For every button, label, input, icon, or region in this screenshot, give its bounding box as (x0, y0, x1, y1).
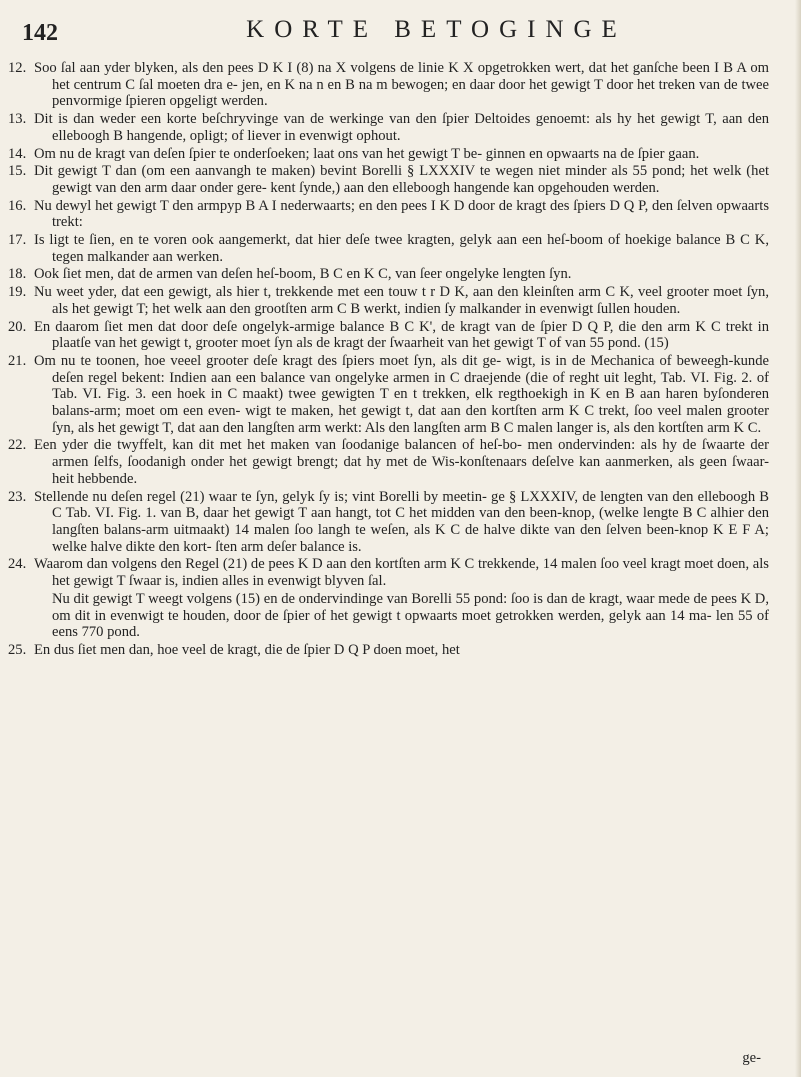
paragraph-text: Waarom dan volgens den Regel (21) de pees K D aan den kortſten arm K C trekkende, 14 malen ſoo veel kragt moet doen, als het gewigt T ſwaar is, indien alles in evenwigt blyven ſal. (34, 556, 769, 590)
paragraph-text: Nu weet yder, dat een gewigt, als hier t, trekkende met een touw t r D K, aan den kleinſten arm C K, veel grooter moet ſyn, als het gewigt T; het welk aan den grootſten arm C B werkt, indien ſy malkander in evenwigt ſullen houden. (34, 284, 769, 317)
paragraph: 15. Dit gewigt T dan (om een aanvangh te maken) bevint Borelli § LXXXIV te wegen niet minder als 55 pond; het welk (het gewigt van den arm daar onder gere- kent ſynde,) aan den elleboogh hangende kan opgehouden werden. (8, 163, 769, 196)
paragraph-text: Dit gewigt T dan (om een aanvangh te maken) bevint Borelli § LXXXIV te wegen niet minder als 55 pond; het welk (het gewigt van den arm daar onder gere- kent ſynde,) aan den elleboogh hangende kan opgehouden werden. (34, 163, 769, 196)
paragraph: 24. Waarom dan volgens den Regel (21) de pees K D aan den kortſten arm K C trekkende, 14 malen ſoo veel kragt moet doen, als het gewigt T ſwaar is, indien alles in evenwigt blyven ſal. (8, 556, 769, 590)
paragraph: 12. Soo ſal aan yder blyken, als den pees D K I (8) na X volgens de linie K X opgetrokken wert, dat het ganſche been I B A om het centrum C ſal moeten dra e- jen, en K na n en B na m bewogen; en daar door het gewigt T door het treken van de twee penvormige ſpieren opgeligt werden. (8, 60, 769, 110)
paragraph: 22. Een yder die twyffelt, kan dit met het maken van ſoodanige balancen of heſ-bo- men ondervinden: als hy de ſwaarte der armen ſelfs, ſoodanigh onder het gewigt brengt; dat hy met de Wis-konſtenaars deſelve kan aanmerken, als geen ſwaar- heit hebbende. (8, 437, 769, 487)
paragraph: 13. Dit is dan weder een korte beſchryvinge van de werkinge van den ſpier Deltoides genoemt: als hy het gewigt T, aan den elleboogh B hangende, opligt; of liever in evenwigt ophout. (8, 111, 769, 144)
paragraph: 14. Om nu de kragt van deſen ſpier te onderſoeken; laat ons van het gewigt T be- ginnen en opwaarts na de ſpier gaan. (8, 145, 700, 162)
running-head (22, 14, 771, 48)
paragraph-text: Dit is dan weder een korte beſchryvinge van de werkinge van den ſpier Deltoides genoemt: als hy het gewigt T, aan den elleboogh B hangende, opligt; of liever in evenwigt ophout. (34, 111, 769, 144)
paragraph (30, 591, 769, 641)
page-edge-shadow (795, 0, 801, 1077)
paragraph-text: Is ligt te ſien, en te voren ook aangemerkt, dat hier deſe twee kragten, gelyk aan een heſ-boom of hoekige balance B C K, tegen malkander aan werken. (34, 232, 769, 265)
paragraph-text: Ook ſiet men, dat de armen van deſen heſ-boom, B C en K C, van ſeer ongelyke lengten ſyn. (34, 266, 572, 283)
paragraph: 25. En dus ſiet men dan, hoe veel de kragt, die de ſpier D Q P doen moet, het (8, 641, 460, 658)
page-number: 142 (22, 20, 58, 46)
paragraph-text: Nu dewyl het gewigt T den armpyp B A I nederwaarts; en den pees I K D door de kragt des ſpiers D Q P, den ſelven opwaarts trekt: (34, 197, 769, 231)
paragraph: 18. Ook ſiet men, dat de armen van deſen heſ-boom, B C en K C, van ſeer ongelyke lengten ſyn. (8, 266, 572, 283)
paragraph-text: En dus ſiet men dan, hoe veel de kragt, die de ſpier D Q P doen moet, het (34, 641, 460, 658)
paragraph-text: Een yder die twyffelt, kan dit met het maken van ſoodanige balancen of heſ-bo- men ondervinden: als hy de ſwaarte der armen ſelfs, ſoodanigh onder het gewigt brengt; dat hy met de Wis-konſtenaars deſelve kan aanmerken, als geen ſwaar- heit hebbende. (34, 437, 769, 487)
body-text (8, 60, 769, 660)
paragraph: 16. Nu dewyl het gewigt T den armpyp B A I nederwaarts; en den pees I K D door de kragt des ſpiers D Q P, den ſelven opwaarts trekt: (8, 197, 769, 231)
paragraph: 21. Om nu te toonen, hoe veeel grooter deſe kragt des ſpiers moet ſyn, als dit ge- wigt, is in de Mechanica of beweegh-kunde deſen regel bekent: Indien aan een balance van ongelyke armen in C draejende (die of reght uit leght, Tab. VI. Fig. 2. of Tab. VI. Fig. 3. een hoek in C maakt) twee gewigten T en t trekken, elk regthoekigh in K en B aan haren byſonderen balans-arm; moet om een even- wigt te maken, het gewigt t, dat aan den kortſten arm K C trekt, ſoo veel malen grooter ſyn, als het gewigt T, dat aan den langſten arm werkt: Als den langſten arm B C malen langer is, als den kortſten arm K C. (8, 352, 769, 436)
header-title: KORTE BETOGINGE (246, 16, 627, 43)
paragraph-text: Om nu te toonen, hoe veeel grooter deſe kragt des ſpiers moet ſyn, als dit ge- wigt, is in de Mechanica of beweegh-kunde deſen regel bekent: Indien aan een balance van ongelyke armen in C draejende (die of reght uit leght, Tab. VI. Fig. 2. of Tab. VI. Fig. 3. een hoek in C maakt) twee gewigten T en t trekken, elk regthoekigh in K en B aan haren byſonderen balans-arm; moet om een even- wigt te maken, het gewigt t, dat aan den kortſten arm K C trekt, ſoo veel malen grooter ſyn, als het gewigt T, dat aan den langſten arm werkt: Als den langſten arm B C malen langer is, als den kortſten arm K C. (34, 352, 769, 436)
paragraph-text: Soo ſal aan yder blyken, als den pees D K I (8) na X volgens de linie K X opgetrokken wert, dat het ganſche been I B A om het centrum C ſal moeten dra e- jen, en K na n en B na m bewogen; en daar door het gewigt T door het treken van de twee penvormige ſpieren opgeligt werden. (34, 60, 769, 110)
paragraph-text: Stellende nu deſen regel (21) waar te ſyn, gelyk ſy is; vint Borelli by meetin- ge § LXXXIV, de lengten van den elleboogh B C Tab. VI. Fig. 1. van B, daar het gewigt T aan hangt, tot C het midden van den been-knop, (welke lengte B C alhier den langſten balans-arm uitmaakt) 14 malen ſoo langh te weſen, als K C de halve dikte van den ſelven been-knop K E F A; welke halve dikte den kort- ſten arm deſer balance is. (34, 488, 769, 555)
catchword: ge- (742, 1050, 761, 1066)
paragraph-text: Nu dit gewigt T weegt volgens (15) en de ondervindinge van Borelli 55 pond: ſoo is dan de kragt, waar mede de pees K D, om dit in evenwigt te houden, door de ſpier of het gewigt t opwaarts moet getrokken werden, gelyk aan 14 ma- len 55 of eens 770 pond. (52, 590, 769, 641)
paragraph: 23. Stellende nu deſen regel (21) waar te ſyn, gelyk ſy is; vint Borelli by meetin- ge § LXXXIV, de lengten van den elleboogh B C Tab. VI. Fig. 1. van B, daar het gewigt T aan hangt, tot C het midden van den been-knop, (welke lengte B C alhier den langſten balans-arm uitmaakt) 14 malen ſoo langh te weſen, als K C de halve dikte van den ſelven been-knop K E F A; welke halve dikte den kort- ſten arm deſer balance is. (8, 488, 769, 555)
paragraph-text: Om nu de kragt van deſen ſpier te onderſoeken; laat ons van het gewigt T be- ginnen en opwaarts na de ſpier gaan. (34, 145, 700, 162)
paragraph: 20. En daarom ſiet men dat door deſe ongelyk-armige balance B C K', de kragt van de ſpier D Q P, die den arm K C trekt in plaatſe van het gewigt t, grooter moet ſyn als de kragt der ſwaarheit van het gewigt T of van 55 pond. (15) (8, 318, 769, 352)
paragraph-text: En daarom ſiet men dat door deſe ongelyk-armige balance B C K', de kragt van de ſpier D Q P, die den arm K C trekt in plaatſe van het gewigt t, grooter moet ſyn als de kragt der ſwaarheit van het gewigt T of van 55 pond. (15) (34, 318, 769, 352)
paragraph: 17. Is ligt te ſien, en te voren ook aangemerkt, dat hier deſe twee kragten, gelyk aan een heſ-boom of hoekige balance B C K, tegen malkander aan werken. (8, 232, 769, 265)
paragraph: 19. Nu weet yder, dat een gewigt, als hier t, trekkende met een touw t r D K, aan den kleinſten arm C K, veel grooter moet ſyn, als het gewigt T; het welk aan den grootſten arm C B werkt, indien ſy malkander in evenwigt ſullen houden. (8, 284, 769, 317)
